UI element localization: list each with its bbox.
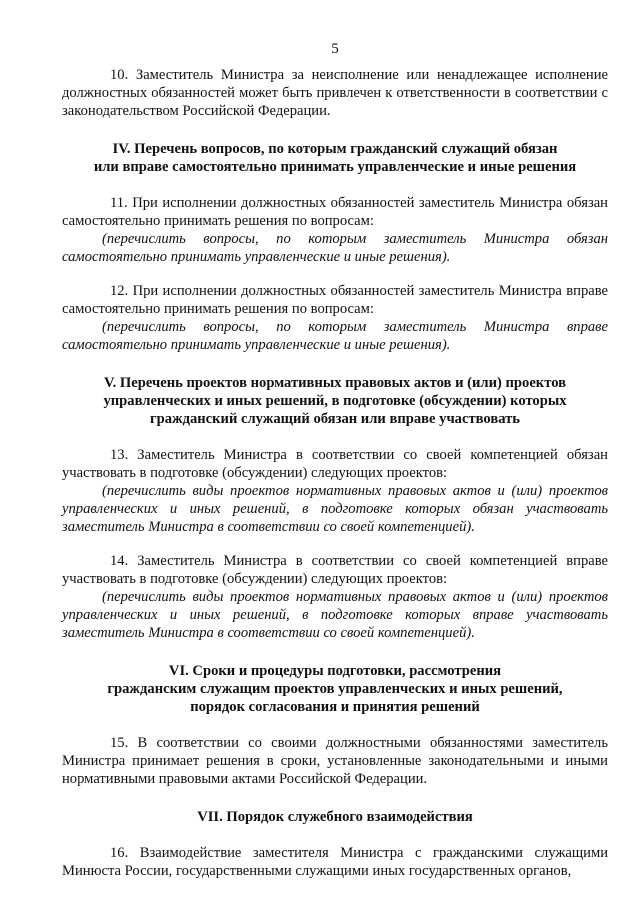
page-number: 5 bbox=[331, 41, 339, 57]
section-4-heading-line-1: IV. Перечень вопросов, по которым гражданский служащий обязан bbox=[112, 141, 558, 157]
clause-14-note: (перечислить виды проектов нормативных правовых актов и (или) проектов управленческих и иных решений, в подготовке которых вправе участвовать заместитель Министра в соответствии со своей компетенцией). bbox=[62, 589, 608, 641]
clause-10-text: 10. Заместитель Министра за неисполнение или ненадлежащее исполнение должностных обязанностей может быть привлечен к ответственности в соответствии с законодательством Российской Федерации. bbox=[62, 67, 608, 119]
document-page bbox=[62, 40, 608, 896]
clause-11 bbox=[62, 194, 608, 266]
clause-12-text: 12. При исполнении должностных обязанностей заместитель Министра вправе самостоятельно принимать решения по вопросам: bbox=[62, 283, 608, 317]
section-6-heading-line-1: VI. Сроки и процедуры подготовки, рассмотрения bbox=[168, 663, 502, 679]
clause-16 bbox=[62, 844, 608, 880]
section-6-heading bbox=[62, 662, 608, 716]
clause-10 bbox=[62, 66, 608, 120]
section-5-heading-line-1: V. Перечень проектов нормативных правовых актов и (или) проектов bbox=[103, 375, 567, 391]
section-6-heading-line-3: порядок согласования и принятия решений bbox=[190, 699, 480, 715]
clause-12 bbox=[62, 282, 608, 354]
section-4-heading bbox=[62, 140, 608, 176]
clause-14 bbox=[62, 552, 608, 642]
clause-12-note: (перечислить вопросы, по которым заместитель Министра вправе самостоятельно принимать управленческие и иные решения). bbox=[62, 319, 608, 353]
clause-15 bbox=[62, 734, 608, 788]
section-7-heading-line-1: VII. Порядок служебного взаимодействия bbox=[197, 809, 473, 825]
section-6-heading-line-2: гражданским служащим проектов управленческих и иных решений, bbox=[107, 681, 563, 697]
section-4-heading-line-2: или вправе самостоятельно принимать управленческие и иные решения bbox=[93, 159, 577, 175]
section-5-heading-line-3: гражданский служащий обязан или вправе участвовать bbox=[149, 411, 521, 427]
clause-13 bbox=[62, 446, 608, 536]
clause-13-text: 13. Заместитель Министра в соответствии со своей компетенцией обязан участвовать в подготовке (обсуждении) следующих проектов: bbox=[62, 447, 608, 481]
clause-13-note: (перечислить виды проектов нормативных правовых актов и (или) проектов управленческих и иных решений, в подготовке которых обязан участвовать заместитель Министра в соответствии со своей компетенцией). bbox=[62, 483, 608, 535]
clause-15-text: 15. В соответствии со своими должностными обязанностями заместитель Министра принимает решения в сроки, установленные законодательными и иными нормативными правовыми актами Российской Федерации. bbox=[62, 735, 608, 787]
section-7-heading bbox=[62, 808, 608, 826]
clause-14-text: 14. Заместитель Министра в соответствии со своей компетенцией вправе участвовать в подготовке (обсуждении) следующих проектов: bbox=[62, 553, 608, 587]
clause-11-text: 11. При исполнении должностных обязанностей заместитель Министра обязан самостоятельно принимать решения по вопросам: bbox=[62, 195, 608, 229]
clause-11-note: (перечислить вопросы, по которым заместитель Министра обязан самостоятельно принимать управленческие и иные решения). bbox=[62, 231, 608, 265]
section-5-heading-line-2: управленческих и иных решений, в подготовке (обсуждении) которых bbox=[103, 393, 567, 409]
clause-16-text: 16. Взаимодействие заместителя Министра с гражданскими служащими Минюста России, государственными служащими иных государственных органов, bbox=[62, 845, 608, 879]
section-5-heading bbox=[62, 374, 608, 428]
